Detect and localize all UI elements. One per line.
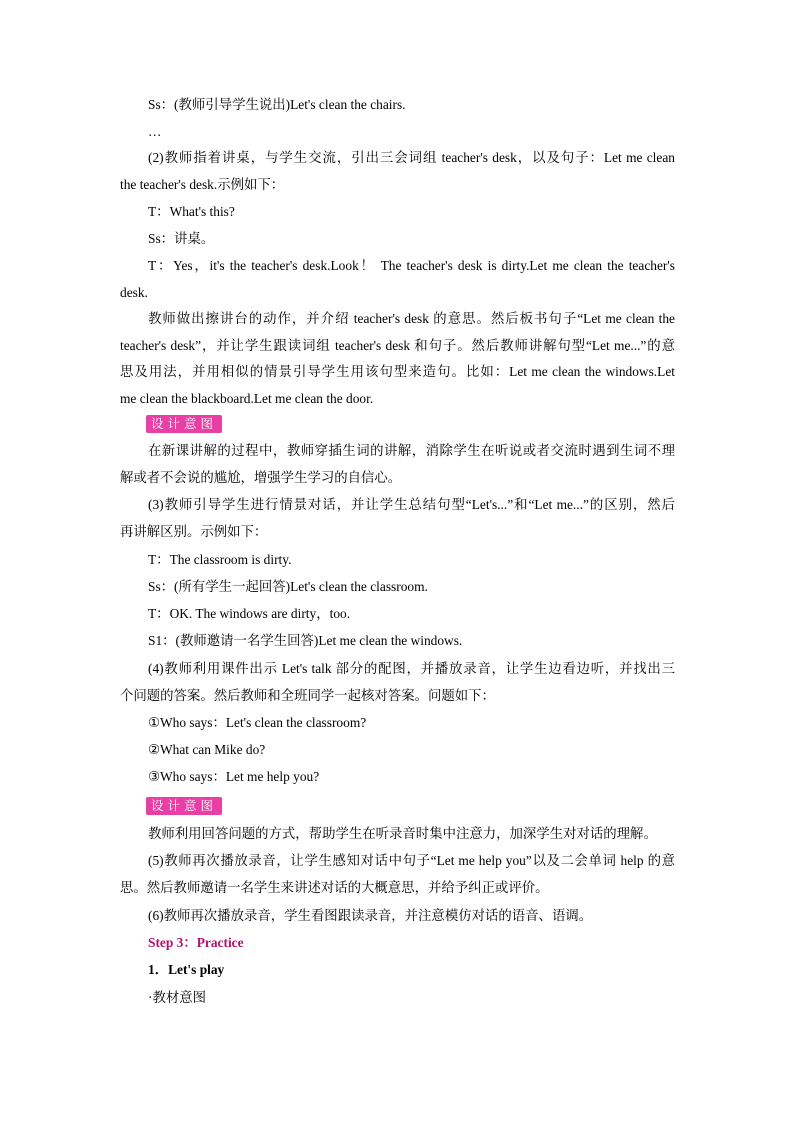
paragraph-line: 在新课讲解的过程中，教师穿插生词的讲解，消除学生在听说或者交流时遇到生词不理: [148, 443, 675, 458]
paragraph-line: 再讲解区别。示例如下：: [120, 524, 268, 539]
dialogue-line: Ss：讲桌。: [148, 231, 215, 246]
question-item: ②What can Mike do?: [148, 742, 266, 757]
step-heading: Step 3：Practice: [148, 935, 244, 950]
ellipsis-line: …: [148, 124, 162, 139]
dialogue-line: Ss：(教师引导学生说出)Let's clean the chairs.: [148, 97, 406, 112]
paragraph-line: 解或者不会说的尴尬，增强学生学习的自信心。: [120, 470, 402, 485]
dialogue-line: T：The classroom is dirty.: [148, 552, 292, 567]
paragraph-line: 思。然后教师邀请一名学生来讲述对话的大概意思，并给予纠正或评价。: [120, 880, 549, 895]
dialogue-line: Ss：(所有学生一起回答)Let's clean the classroom.: [148, 579, 428, 594]
question-item: ③Who says：Let me help you?: [148, 769, 320, 784]
section-heading: 1．Let's play: [148, 962, 225, 977]
paragraph-line: teacher's desk”，并让学生跟读词组 teacher's desk 和句子。然后教师讲解句型“Let me...”的意: [120, 338, 675, 353]
paragraph-line: (2)教师指着讲桌，与学生交流，引出三会词组 teacher's desk，以及句子：Let me clean: [148, 150, 675, 165]
design-intent-tag: 设计意图: [146, 797, 222, 815]
dialogue-line: T：What's this?: [148, 204, 235, 219]
paragraph-line: 教师做出擦讲台的动作，并介绍 teacher's desk 的意思。然后板书句子“Let me clean the: [148, 311, 675, 326]
subsection-label: ·教材意图: [148, 990, 207, 1005]
paragraph-line: 个问题的答案。然后教师和全班同学一起核对答案。问题如下：: [120, 688, 495, 703]
paragraph-line: desk.: [120, 285, 148, 300]
paragraph-line: me clean the blackboard.Let me clean the door.: [120, 391, 374, 406]
dialogue-line: S1：(教师邀请一名学生回答)Let me clean the windows.: [148, 633, 463, 648]
paragraph-line: 思及用法，并用相似的情景引导学生用该句型来造句。比如：Let me clean the windows.Let: [120, 364, 675, 379]
paragraph-line: (4)教师利用课件出示 Let's talk 部分的配图，并播放录音，让学生边看边听，并找出三: [148, 661, 675, 676]
dialogue-line: T：OK. The windows are dirty，too.: [148, 606, 351, 621]
question-item: ①Who says：Let's clean the classroom?: [148, 715, 367, 730]
paragraph-line: (3)教师引导学生进行情景对话，并让学生总结句型“Let's...”和“Let me...”的区别，然后: [148, 497, 675, 512]
design-intent-tag: 设计意图: [146, 415, 222, 433]
paragraph-line: 教师利用回答问题的方式，帮助学生在听录音时集中注意力，加深学生对对话的理解。: [148, 826, 657, 841]
dialogue-line: T：Yes，it's the teacher's desk.Look！ The teacher's desk is dirty.Let me clean the teacher's: [148, 258, 675, 273]
paragraph-line: the teacher's desk.示例如下：: [120, 177, 285, 192]
paragraph-line: (5)教师再次播放录音，让学生感知对话中句子“Let me help you”以及二会单词 help 的意: [148, 853, 675, 868]
paragraph-line: (6)教师再次播放录音，学生看图跟读录音，并注意模仿对话的语音、语调。: [148, 908, 593, 923]
